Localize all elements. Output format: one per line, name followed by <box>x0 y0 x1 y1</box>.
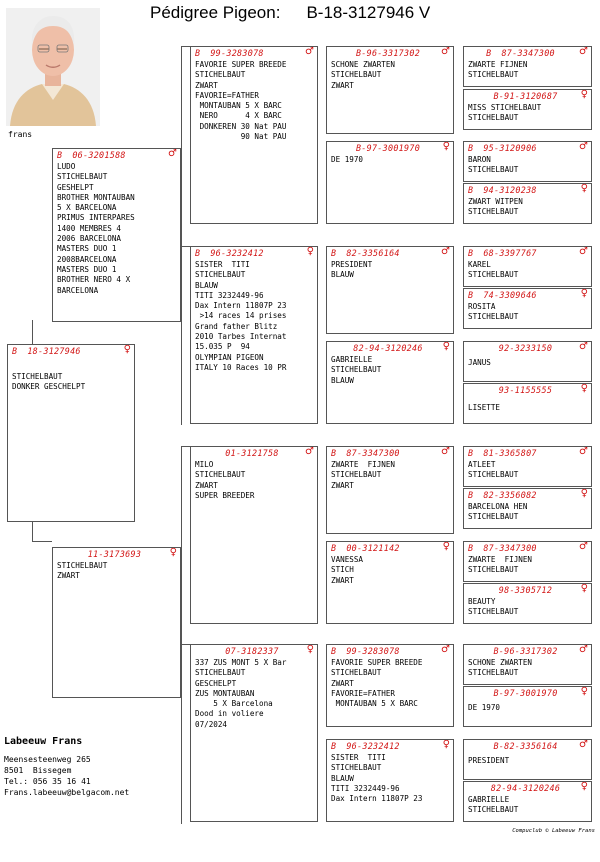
pigeon-header <box>327 542 453 555</box>
ring-number: B-97-3001970 <box>493 688 558 698</box>
ring-number: B-97-3001970 <box>355 143 421 153</box>
female-symbol-icon: ♀ <box>580 686 588 697</box>
detail-line: JANUS <box>468 358 491 367</box>
detail-line: STICHELBAUT <box>468 565 519 575</box>
detail-line: STICHELBAUT <box>57 561 108 570</box>
male-symbol-icon: ♂ <box>579 46 588 57</box>
pigeon-header <box>464 47 591 60</box>
ring-number: B-96-3317302 <box>493 646 558 656</box>
detail-line: ZWART <box>331 80 354 90</box>
detail-line: STICHELBAUT <box>331 470 382 480</box>
pigeon-card-mmm[interactable] <box>326 739 454 822</box>
pigeon-header <box>191 47 317 60</box>
detail-line: STICHELBAUT <box>468 165 519 175</box>
detail-line: STICHELBAUT <box>331 668 382 678</box>
male-symbol-icon: ♂ <box>441 644 450 655</box>
male-symbol-icon: ♂ <box>441 246 450 257</box>
detail-line: BLAUW <box>331 375 354 385</box>
detail-line: STICHELBAUT <box>195 470 246 480</box>
detail-line: Grand father Blitz <box>195 321 278 331</box>
detail-line: STICHELBAUT <box>468 470 519 480</box>
ring-number: B 82-3356164 <box>331 248 400 258</box>
detail-line: DE 1970 <box>468 703 501 712</box>
connector <box>181 46 182 425</box>
female-symbol-icon: ♀ <box>580 89 588 100</box>
detail-line: KAREL <box>468 260 491 269</box>
detail-line: SISTER TITI <box>195 260 250 269</box>
pigeon-header <box>53 548 180 561</box>
detail-line: MASTERS DUO 1 <box>57 264 117 274</box>
detail-line: STICHELBAUT <box>195 668 246 678</box>
ring-number: B 18-3127946 <box>12 346 81 356</box>
connector <box>181 446 182 824</box>
connector <box>181 446 190 447</box>
detail-line: STICHELBAUT <box>468 512 519 522</box>
detail-line: FAVORIE=FATHER <box>195 90 260 100</box>
pigeon-header <box>464 184 591 197</box>
pigeon-card-mmff[interactable] <box>463 644 592 685</box>
female-symbol-icon: ♀ <box>580 583 588 594</box>
detail-line: STICHELBAUT <box>331 763 382 773</box>
detail-line: BARCELONA HEN <box>468 502 528 511</box>
pigeon-header <box>327 47 453 60</box>
pigeon-details <box>464 555 591 576</box>
detail-line: ZWART <box>331 575 354 585</box>
owner-email[interactable]: Frans.labeeuw@belgacom.net <box>4 788 130 797</box>
male-symbol-icon: ♂ <box>579 246 588 257</box>
female-symbol-icon: ♀ <box>580 781 588 792</box>
male-symbol-icon: ♂ <box>579 141 588 152</box>
ring-number: 82-94-3120246 <box>353 343 423 353</box>
page-title <box>150 3 480 23</box>
pigeon-details <box>464 260 591 281</box>
detail-line: ZUS MONTAUBAN <box>195 688 255 698</box>
pigeon-details <box>53 162 180 296</box>
ring-number: B 96-3232412 <box>195 248 264 258</box>
pigeon-card-mff[interactable] <box>326 446 454 534</box>
pigeon-card-mf[interactable] <box>190 446 318 624</box>
pigeon-details <box>464 302 591 323</box>
pigeon-header <box>464 447 591 460</box>
pigeon-details <box>327 60 453 91</box>
detail-line: FAVORIE SUPER BREEDE <box>331 658 423 667</box>
detail-line: SISTER TITI <box>331 753 386 762</box>
detail-line: 1400 MEMBRES 4 <box>57 223 122 233</box>
pigeon-details <box>464 658 591 679</box>
detail-line: STICHELBAUT <box>331 365 382 375</box>
pigeon-details <box>191 658 317 730</box>
pigeon-details <box>8 358 134 393</box>
owner-phone: Tel.: 056 35 16 41 <box>4 777 91 786</box>
pigeon-card-mfff[interactable] <box>463 446 592 487</box>
ring-number: B 87-3347300 <box>468 543 537 553</box>
pigeon-header <box>191 645 317 658</box>
ring-number: B 99-3283078 <box>195 48 264 58</box>
pigeon-card-fmmm[interactable] <box>463 383 592 424</box>
pigeon-details <box>191 60 317 142</box>
detail-line: STICHELBAUT <box>468 668 519 678</box>
pigeon-details <box>191 460 317 501</box>
subject-ring-number: B-18-3127946 V <box>306 3 431 22</box>
footer-credit: Compuclub © Labeeuw Frans <box>512 828 595 834</box>
female-symbol-icon: ♀ <box>123 344 131 355</box>
female-symbol-icon: ♀ <box>580 383 588 394</box>
ring-number: B 95-3120906 <box>468 143 537 153</box>
ring-number: 98-3305712 <box>498 585 553 595</box>
ring-number: B 81-3365807 <box>468 448 537 458</box>
pigeon-details <box>53 561 180 582</box>
detail-line: BLAUW <box>195 280 218 290</box>
female-symbol-icon: ♀ <box>306 644 314 655</box>
detail-line: BARCELONA <box>57 285 99 295</box>
detail-line: OLYMPIAN PIGEON <box>195 352 264 362</box>
pigeon-header <box>327 447 453 460</box>
detail-line: VANESSA <box>331 555 364 564</box>
pigeon-header <box>464 247 591 260</box>
ring-number: B-96-3317302 <box>355 48 421 58</box>
pigeon-card-mother[interactable] <box>52 547 181 698</box>
pigeon-header <box>327 645 453 658</box>
male-symbol-icon: ♂ <box>168 148 177 159</box>
female-symbol-icon: ♀ <box>442 541 450 552</box>
pigeon-details <box>464 597 591 618</box>
pigeon-details <box>464 753 591 766</box>
pigeon-header <box>464 289 591 302</box>
owner-photo-caption: frans <box>8 130 33 139</box>
connector <box>32 541 52 542</box>
detail-line: STICHELBAUT <box>195 270 246 280</box>
male-symbol-icon: ♂ <box>579 644 588 655</box>
owner-street: Meensesteenweg 265 <box>4 755 91 764</box>
pigeon-card-fmmf[interactable] <box>463 341 592 382</box>
pigeon-details <box>464 355 591 368</box>
detail-line: BROTHER MONTAUBAN <box>57 192 135 202</box>
detail-line: DONKER GESCHELPT <box>12 382 86 392</box>
pigeon-details <box>464 460 591 481</box>
pigeon-card-fmm[interactable] <box>326 341 454 424</box>
detail-line: >14 races 14 prises <box>195 311 287 321</box>
detail-line: BARON <box>468 155 491 164</box>
ring-number: B 99-3283078 <box>331 646 400 656</box>
detail-line: Dax Intern 11807P 23 <box>331 794 423 804</box>
detail-line: ZWART <box>195 80 218 90</box>
detail-line: LISETTE <box>468 403 501 412</box>
pigeon-header <box>464 645 591 658</box>
pigeon-details <box>327 555 453 586</box>
pigeon-details <box>327 658 453 709</box>
pigeon-card-ffmm[interactable] <box>463 183 592 224</box>
detail-line: GESCHELPT <box>195 678 237 688</box>
connector <box>181 644 190 645</box>
pigeon-card-fffm[interactable] <box>463 89 592 130</box>
detail-line: 5 X Barcelona <box>195 699 273 709</box>
pigeon-card-ffmf[interactable] <box>463 141 592 182</box>
ring-number: B 82-3356082 <box>468 490 537 500</box>
male-symbol-icon: ♂ <box>305 446 314 457</box>
male-symbol-icon: ♂ <box>579 446 588 457</box>
detail-line: GABRIELLE <box>468 795 510 804</box>
detail-line: ITALY 10 Races 10 PR <box>195 362 287 372</box>
pigeon-header <box>327 142 453 155</box>
pigeon-card-mmf[interactable] <box>326 644 454 727</box>
detail-line: STICHELBAUT <box>331 70 382 80</box>
owner-photo <box>6 8 100 126</box>
detail-line: MONTAUBAN 5 X BARC <box>331 699 418 709</box>
detail-line: DONKEREN 30 Nat PAU <box>195 121 287 131</box>
ring-number: 11-3173693 <box>87 549 142 559</box>
ring-number: B-82-3356164 <box>493 741 558 751</box>
detail-line: STICHELBAUT <box>468 207 519 217</box>
detail-line: MASTERS DUO 1 <box>57 244 117 254</box>
pigeon-details <box>464 197 591 218</box>
female-symbol-icon: ♀ <box>169 547 177 558</box>
pigeon-card-mfmm[interactable] <box>463 583 592 624</box>
detail-line: BLAUW <box>331 270 354 280</box>
pigeon-card-ffm[interactable] <box>326 141 454 224</box>
ring-number: B 74-3309646 <box>468 290 537 300</box>
detail-line: BROTHER NERO 4 X <box>57 275 131 285</box>
pigeon-header <box>327 247 453 260</box>
connector <box>181 246 190 247</box>
female-symbol-icon: ♀ <box>442 141 450 152</box>
pigeon-card-subject[interactable] <box>7 344 135 522</box>
pigeon-details <box>464 60 591 81</box>
pigeon-details <box>464 795 591 816</box>
detail-line: STICHELBAUT <box>195 70 246 80</box>
detail-line: STICHELBAUT <box>12 372 63 381</box>
ring-number: 92-3233150 <box>498 343 553 353</box>
pigeon-header <box>464 342 591 355</box>
pigeon-header <box>464 90 591 103</box>
male-symbol-icon: ♂ <box>305 46 314 57</box>
pigeon-card-fmff[interactable] <box>463 246 592 287</box>
detail-line: MISS STICHELBAUT <box>468 103 542 112</box>
ring-number: B 06-3201588 <box>57 150 126 160</box>
pigeon-details <box>327 155 453 165</box>
pigeon-header <box>464 542 591 555</box>
owner-address <box>4 736 129 798</box>
pigeon-header <box>191 447 317 460</box>
detail-line: STICH <box>331 565 354 575</box>
pigeon-card-ff[interactable] <box>190 46 318 224</box>
detail-line: PRESIDENT <box>331 260 373 269</box>
detail-line: ZWARTE FIJNEN <box>468 60 528 69</box>
ring-number: 82-94-3120246 <box>490 783 561 793</box>
detail-line: ZWART <box>195 480 218 490</box>
pigeon-header <box>464 584 591 597</box>
pigeon-card-mffm[interactable] <box>463 488 592 529</box>
detail-line: 5 X BARCELONA <box>57 203 117 213</box>
detail-line: FAVORIE=FATHER <box>331 688 396 698</box>
pigeon-card-mmmf[interactable] <box>463 739 592 780</box>
detail-line: MILO <box>195 460 214 469</box>
pigeon-card-mmmm[interactable] <box>463 781 592 822</box>
detail-line: LUDO <box>57 162 76 171</box>
detail-line: 90 Nat PAU <box>195 132 287 142</box>
detail-line: ZWARTE FIJNEN <box>331 460 396 469</box>
male-symbol-icon: ♂ <box>441 446 450 457</box>
detail-line: PRESIDENT <box>468 756 510 765</box>
ring-number: 01-3121758 <box>225 448 279 458</box>
pigeon-card-fff[interactable] <box>326 46 454 134</box>
ring-number: 07-3182337 <box>225 646 279 656</box>
pigeon-details <box>191 260 317 373</box>
connector <box>32 320 33 345</box>
male-symbol-icon: ♂ <box>579 341 588 352</box>
male-symbol-icon: ♂ <box>579 739 588 750</box>
detail-line: Dood in voliere <box>195 709 264 719</box>
pigeon-card-fmf[interactable] <box>326 246 454 334</box>
male-symbol-icon: ♂ <box>579 541 588 552</box>
pigeon-header <box>8 345 134 358</box>
detail-line: SCHONE ZWARTEN <box>331 60 396 69</box>
pigeon-details <box>464 103 591 124</box>
pigeon-details <box>327 260 453 281</box>
detail-line: MONTAUBAN 5 X BARC <box>195 101 282 111</box>
pigeon-details <box>464 155 591 176</box>
female-symbol-icon: ♀ <box>442 341 450 352</box>
detail-line: 2010 Tarbes Internat <box>195 332 287 342</box>
pigeon-header <box>191 247 317 260</box>
detail-line: NERO 4 X BARC <box>195 111 282 121</box>
pigeon-header <box>327 740 453 753</box>
owner-city: 8501 Bissegem <box>4 766 72 775</box>
detail-line: TITI 3232449-96 <box>331 783 400 793</box>
pigeon-card-mfm[interactable] <box>326 541 454 624</box>
ring-number: B-91-3120687 <box>493 91 558 101</box>
detail-line: ZWART <box>331 480 354 490</box>
detail-line: STICHELBAUT <box>57 172 108 182</box>
pigeon-header <box>464 782 591 795</box>
detail-line: ZWARTE FIJNEN <box>468 555 533 564</box>
ring-number: 93-1155555 <box>498 385 553 395</box>
pigeon-details <box>464 502 591 523</box>
detail-line: GESHELPT <box>57 182 94 192</box>
detail-line: DE 1970 <box>331 155 364 164</box>
detail-line: STICHELBAUT <box>468 270 519 280</box>
pigeon-card-father[interactable] <box>52 148 181 322</box>
detail-line: BEAUTY <box>468 597 496 606</box>
pigeon-header <box>327 342 453 355</box>
detail-line: PRIMUS INTERPARES <box>57 213 135 223</box>
detail-line: STICHELBAUT <box>468 113 519 123</box>
pigeon-header <box>53 149 180 162</box>
page-title-label: Pédigree Pigeon: <box>150 3 281 22</box>
pigeon-details <box>464 397 591 413</box>
pigeon-header <box>464 687 591 700</box>
detail-line: SUPER BREEDER <box>195 490 255 500</box>
pigeon-details <box>327 753 453 804</box>
detail-line: ZWART <box>331 678 354 688</box>
detail-line: STICHELBAUT <box>468 805 519 815</box>
connector <box>181 46 190 47</box>
male-symbol-icon: ♂ <box>441 46 450 57</box>
detail-line: STICHELBAUT <box>468 607 519 617</box>
pigeon-header <box>464 740 591 753</box>
detail-line: 2006 BARCELONA <box>57 234 122 244</box>
detail-line: 2008BARCELONA <box>57 254 117 264</box>
pigeon-details <box>327 355 453 386</box>
ring-number: B 87-3347300 <box>486 48 555 58</box>
detail-line: Dax Intern 11807P 23 <box>195 301 287 311</box>
detail-line: FAVORIE SUPER BREEDE <box>195 60 287 69</box>
detail-line: 337 ZUS MONT 5 X Bar <box>195 658 287 667</box>
pigeon-header <box>464 384 591 397</box>
detail-line: TITI 3232449-96 <box>195 290 264 300</box>
pigeon-header <box>464 142 591 155</box>
detail-line: GABRIELLE <box>331 355 373 364</box>
pigeon-card-mm[interactable] <box>190 644 318 822</box>
pigeon-card-mfmf[interactable] <box>463 541 592 582</box>
owner-portrait-image <box>6 8 100 126</box>
detail-line: SCHONE ZWARTEN <box>468 658 533 667</box>
ring-number: B 00-3121142 <box>331 543 400 553</box>
female-symbol-icon: ♀ <box>580 288 588 299</box>
detail-line: 15.035 P 94 <box>195 342 250 352</box>
pigeon-details <box>327 460 453 491</box>
detail-line: STICHELBAUT <box>468 70 519 80</box>
detail-line: BLAUW <box>331 773 354 783</box>
pigeon-card-mmfm[interactable] <box>463 686 592 727</box>
detail-line: STICHELBAUT <box>468 312 519 322</box>
pigeon-details <box>464 700 591 713</box>
female-symbol-icon: ♀ <box>442 739 450 750</box>
pigeon-header <box>464 489 591 502</box>
ring-number: B 94-3120238 <box>468 185 537 195</box>
detail-line: 07/2024 <box>195 719 228 729</box>
pigeon-card-ffff[interactable] <box>463 46 592 87</box>
detail-line: ATLEET <box>468 460 496 469</box>
ring-number: B 87-3347300 <box>331 448 400 458</box>
female-symbol-icon: ♀ <box>580 183 588 194</box>
ring-number: B 96-3232412 <box>331 741 400 751</box>
ring-number: B 68-3397767 <box>468 248 537 258</box>
female-symbol-icon: ♀ <box>306 246 314 257</box>
pigeon-card-fm[interactable] <box>190 246 318 424</box>
connector <box>32 522 33 542</box>
detail-line: ZWART WITPEN <box>468 197 523 206</box>
owner-name: Labeeuw Frans <box>4 736 83 747</box>
pigeon-card-fmfm[interactable] <box>463 288 592 329</box>
detail-line: ROSITA <box>468 302 496 311</box>
female-symbol-icon: ♀ <box>580 488 588 499</box>
detail-line: ZWART <box>57 571 80 581</box>
